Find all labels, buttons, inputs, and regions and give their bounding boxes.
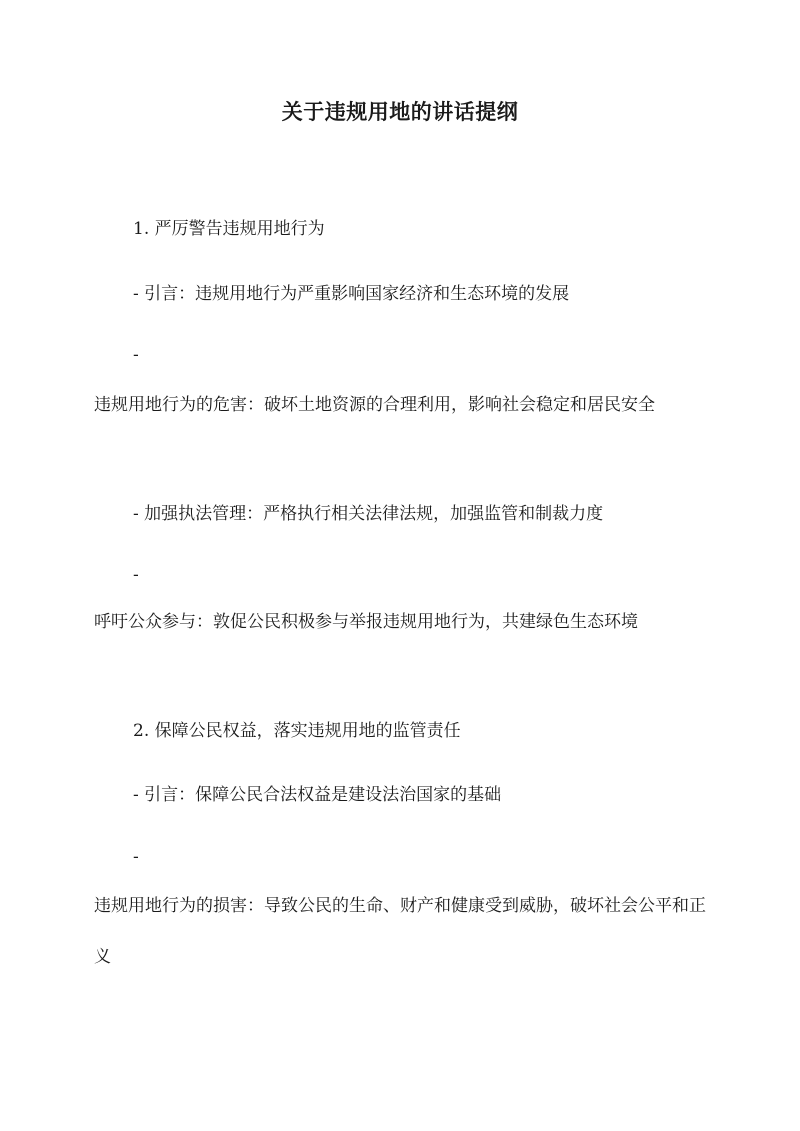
section-1-intro: - 引言：违规用地行为严重影响国家经济和生态环境的发展 bbox=[133, 284, 570, 304]
section-1-public: 呼吁公众参与：敦促公民积极参与举报违规用地行为，共建绿色生态环境 bbox=[94, 612, 638, 632]
section-2-intro: - 引言：保障公民合法权益是建设法治国家的基础 bbox=[133, 785, 502, 805]
section-2-dash-1: - bbox=[133, 847, 139, 867]
section-2-harm: 违规用地行为的损害：导致公民的生命、财产和健康受到威胁，破坏社会公平和正义 bbox=[94, 896, 706, 967]
section-1-enforce: - 加强执法管理：严格执行相关法律法规，加强监管和制裁力度 bbox=[133, 504, 604, 524]
section-1-harm: 违规用地行为的危害：破坏土地资源的合理利用，影响社会稳定和居民安全 bbox=[94, 395, 655, 415]
document-title: 关于违规用地的讲话提纲 bbox=[281, 99, 519, 124]
section-1-heading: 1. 严厉警告违规用地行为 bbox=[133, 219, 325, 239]
section-2-heading: 2. 保障公民权益，落实违规用地的监管责任 bbox=[133, 721, 461, 741]
section-1-dash-1: - bbox=[133, 345, 139, 365]
section-1-dash-2: - bbox=[133, 565, 139, 585]
